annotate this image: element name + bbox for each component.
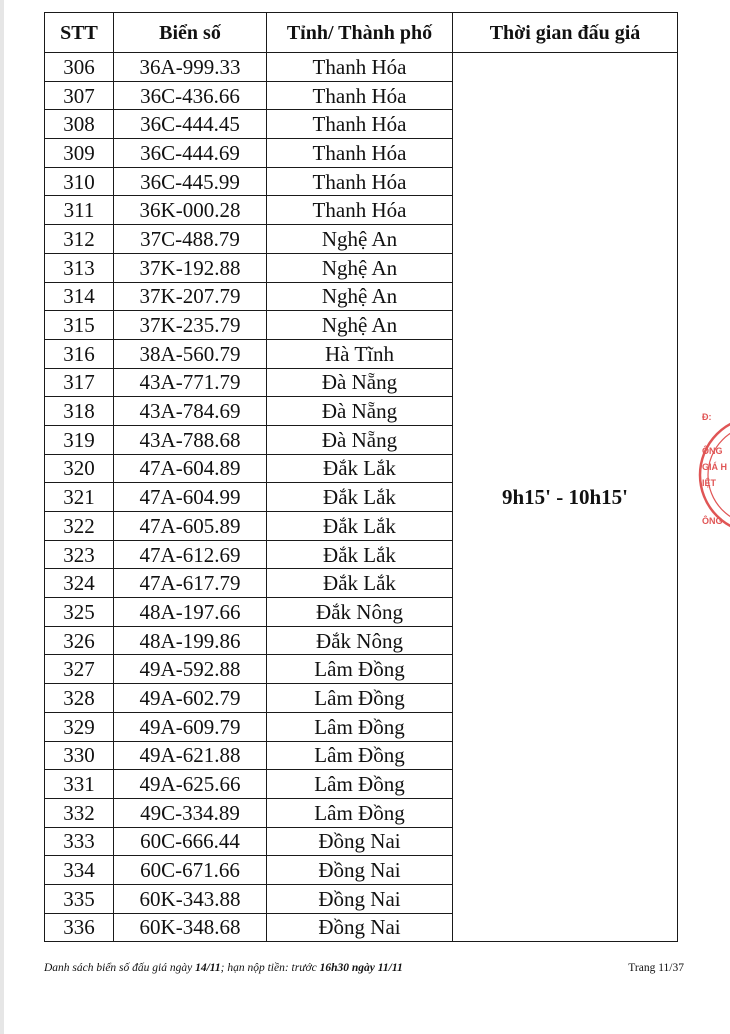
row-stt: 336 [45, 913, 114, 942]
row-province: Đắk Lắk [267, 512, 453, 541]
row-province: Đồng Nai [267, 884, 453, 913]
row-stt: 319 [45, 425, 114, 454]
row-stt: 308 [45, 110, 114, 139]
seal-fragment: ÔNG [702, 446, 723, 456]
row-plate: 37K-207.79 [114, 282, 267, 311]
row-province: Đà Nẵng [267, 425, 453, 454]
row-province: Đồng Nai [267, 827, 453, 856]
row-stt: 311 [45, 196, 114, 225]
table-header-row [45, 13, 678, 53]
footer-deadline: 16h30 ngày 11/11 [319, 962, 403, 974]
row-province: Lâm Đồng [267, 741, 453, 770]
row-province: Nghệ An [267, 311, 453, 340]
row-plate: 49A-621.88 [114, 741, 267, 770]
header-plate: Biển số [114, 13, 267, 53]
row-province: Thanh Hóa [267, 81, 453, 110]
row-stt: 332 [45, 798, 114, 827]
row-plate: 36K-000.28 [114, 196, 267, 225]
row-plate: 47A-604.99 [114, 483, 267, 512]
row-province: Nghệ An [267, 225, 453, 254]
row-province: Lâm Đồng [267, 798, 453, 827]
page-footer [44, 962, 684, 974]
row-province: Đà Nẵng [267, 368, 453, 397]
row-stt: 334 [45, 856, 114, 885]
row-plate: 48A-197.66 [114, 598, 267, 627]
row-plate: 43A-784.69 [114, 397, 267, 426]
row-plate: 60C-666.44 [114, 827, 267, 856]
row-province: Thanh Hóa [267, 167, 453, 196]
row-stt: 333 [45, 827, 114, 856]
row-province: Đắk Lắk [267, 454, 453, 483]
row-province: Đồng Nai [267, 856, 453, 885]
row-province: Đắk Nông [267, 598, 453, 627]
row-plate: 36A-999.33 [114, 53, 267, 82]
row-stt: 315 [45, 311, 114, 340]
page-number: Trang 11/37 [628, 962, 684, 974]
row-province: Nghệ An [267, 282, 453, 311]
row-plate: 60K-348.68 [114, 913, 267, 942]
row-province: Lâm Đồng [267, 684, 453, 713]
row-province: Lâm Đồng [267, 655, 453, 684]
row-plate: 49A-609.79 [114, 712, 267, 741]
row-stt: 310 [45, 167, 114, 196]
row-plate: 37C-488.79 [114, 225, 267, 254]
row-plate: 47A-604.89 [114, 454, 267, 483]
row-stt: 320 [45, 454, 114, 483]
red-seal-stamp [696, 400, 730, 550]
row-plate: 43A-771.79 [114, 368, 267, 397]
seal-fragment: Đ: [702, 412, 712, 422]
row-stt: 313 [45, 253, 114, 282]
header-time: Thời gian đấu giá [453, 13, 678, 53]
row-stt: 331 [45, 770, 114, 799]
seal-fragment: IỆT [702, 478, 717, 488]
row-plate: 37K-235.79 [114, 311, 267, 340]
row-stt: 309 [45, 139, 114, 168]
row-stt: 316 [45, 339, 114, 368]
row-plate: 49C-334.89 [114, 798, 267, 827]
auction-time-cell: 9h15' - 10h15' [453, 53, 678, 942]
row-province: Đà Nẵng [267, 397, 453, 426]
row-stt: 321 [45, 483, 114, 512]
row-stt: 318 [45, 397, 114, 426]
row-plate: 36C-444.69 [114, 139, 267, 168]
row-province: Đắk Lắk [267, 569, 453, 598]
row-plate: 49A-602.79 [114, 684, 267, 713]
row-plate: 49A-592.88 [114, 655, 267, 684]
row-province: Đắk Nông [267, 626, 453, 655]
row-plate: 49A-625.66 [114, 770, 267, 799]
plate-auction-table [44, 12, 678, 942]
row-stt: 306 [45, 53, 114, 82]
row-stt: 314 [45, 282, 114, 311]
row-stt: 335 [45, 884, 114, 913]
row-plate: 60K-343.88 [114, 884, 267, 913]
row-province: Thanh Hóa [267, 139, 453, 168]
scan-edge [0, 0, 4, 1034]
row-province: Đồng Nai [267, 913, 453, 942]
table-row [45, 53, 678, 82]
footer-note: Danh sách biển số đấu giá ngày 14/11; hạn nộp tiền: trước 16h30 ngày 11/11 [44, 962, 403, 974]
row-stt: 322 [45, 512, 114, 541]
row-plate: 37K-192.88 [114, 253, 267, 282]
row-plate: 36C-445.99 [114, 167, 267, 196]
row-province: Lâm Đồng [267, 712, 453, 741]
header-stt: STT [45, 13, 114, 53]
row-plate: 47A-612.69 [114, 540, 267, 569]
row-province: Thanh Hóa [267, 53, 453, 82]
footer-date: 14/11 [195, 962, 221, 974]
seal-fragment: ÔNG [702, 516, 723, 526]
row-plate: 36C-444.45 [114, 110, 267, 139]
row-stt: 328 [45, 684, 114, 713]
row-stt: 323 [45, 540, 114, 569]
row-province: Đắk Lắk [267, 540, 453, 569]
table-body [45, 53, 678, 942]
row-province: Thanh Hóa [267, 196, 453, 225]
row-plate: 48A-199.86 [114, 626, 267, 655]
row-stt: 312 [45, 225, 114, 254]
row-stt: 327 [45, 655, 114, 684]
row-province: Nghệ An [267, 253, 453, 282]
row-stt: 330 [45, 741, 114, 770]
seal-ring-icon [696, 400, 730, 550]
row-stt: 307 [45, 81, 114, 110]
row-stt: 326 [45, 626, 114, 655]
row-stt: 325 [45, 598, 114, 627]
row-stt: 324 [45, 569, 114, 598]
row-plate: 60C-671.66 [114, 856, 267, 885]
row-plate: 43A-788.68 [114, 425, 267, 454]
seal-fragment: GIÁ H [702, 462, 728, 472]
row-province: Đắk Lắk [267, 483, 453, 512]
row-plate: 36C-436.66 [114, 81, 267, 110]
row-stt: 329 [45, 712, 114, 741]
header-province: Tỉnh/ Thành phố [267, 13, 453, 53]
row-plate: 38A-560.79 [114, 339, 267, 368]
row-stt: 317 [45, 368, 114, 397]
row-plate: 47A-617.79 [114, 569, 267, 598]
row-province: Lâm Đồng [267, 770, 453, 799]
row-plate: 47A-605.89 [114, 512, 267, 541]
row-province: Hà Tĩnh [267, 339, 453, 368]
row-province: Thanh Hóa [267, 110, 453, 139]
